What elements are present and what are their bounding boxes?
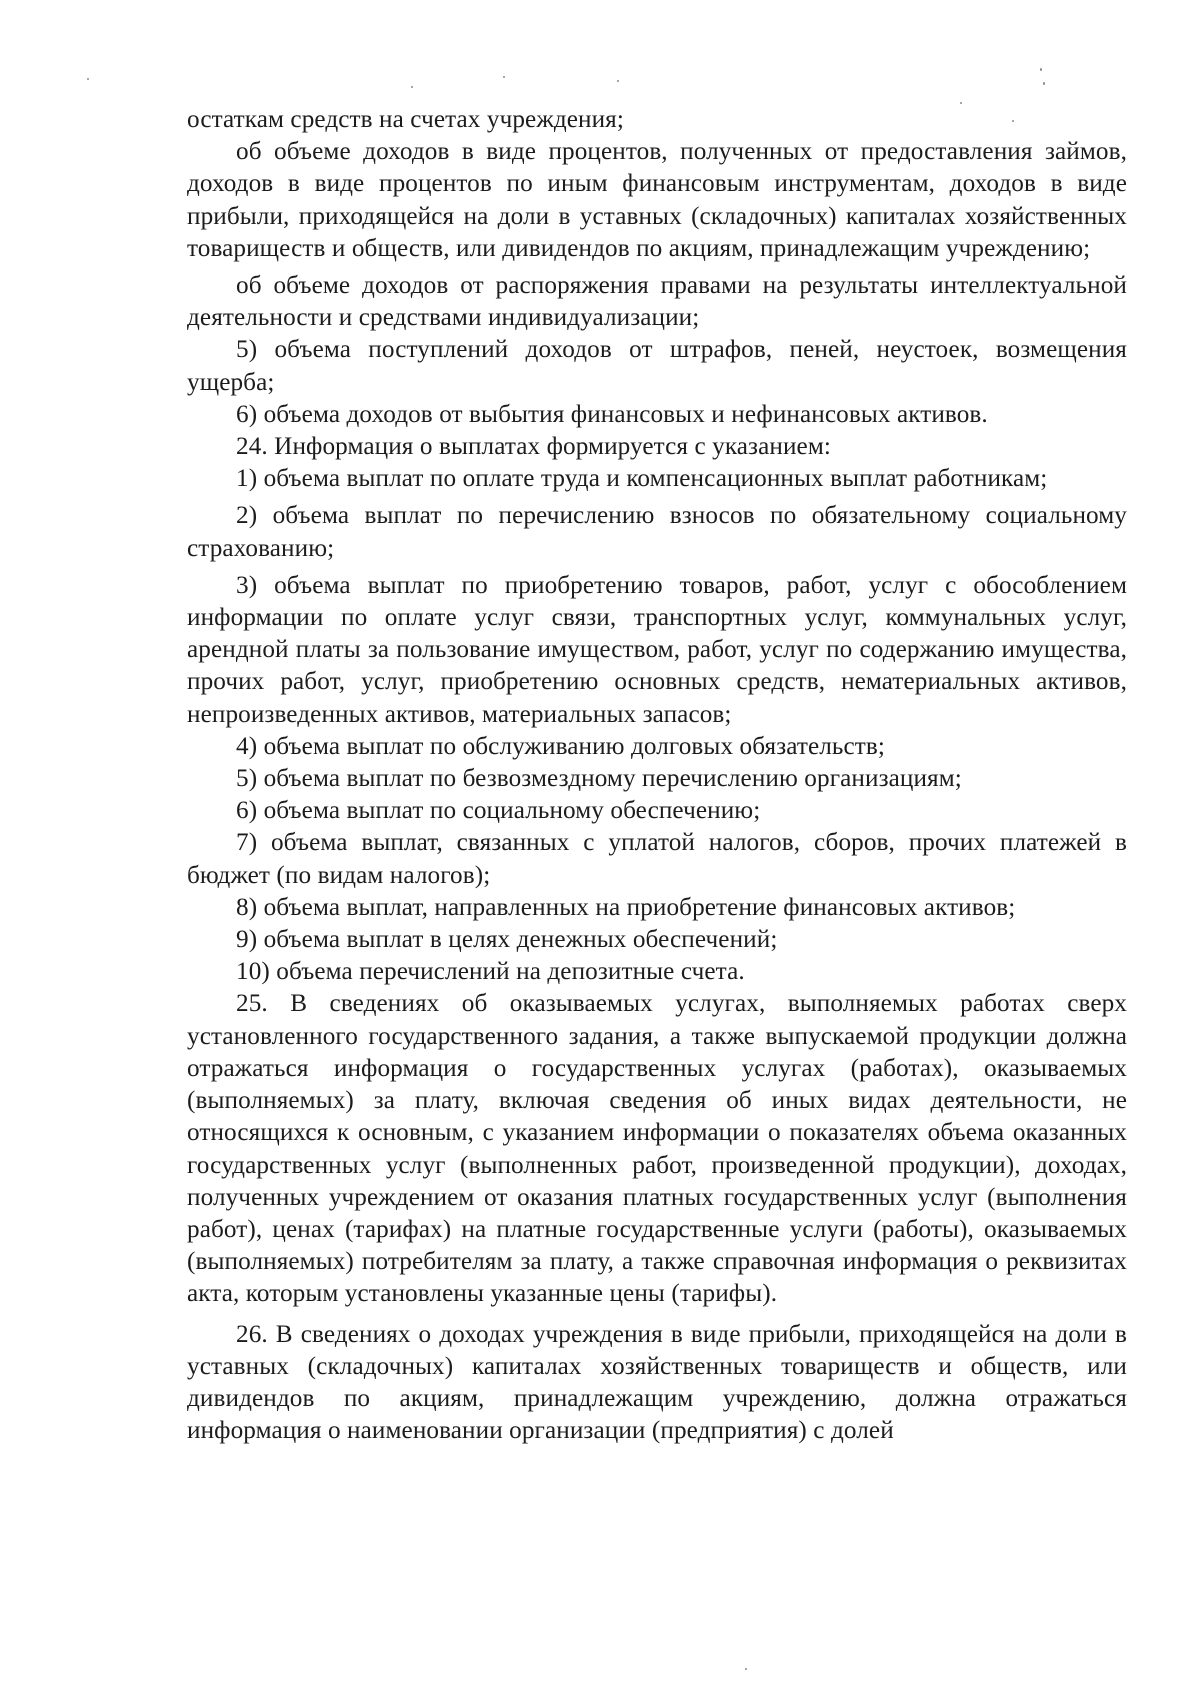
paragraph-1: об объеме доходов в виде процентов, полученных от предоставления займов, доходов в виде процентов по иным финансовым инструментам, доходов в виде прибыли, приходящейся на доли в уставных (складочных) капиталах хозяйственных товариществ и обществ, или дивидендов по акциям, принадлежащим учреждению; xyxy=(187,138,1127,262)
scan-speck xyxy=(503,76,505,78)
document-body xyxy=(187,104,1127,1447)
paragraph-12: 7) объема выплат, связанных с уплатой налогов, сборов, прочих платежей в бюджет (по видам налогов); xyxy=(187,829,1127,889)
paragraph-8: 3) объема выплат по приобретению товаров, работ, услуг с обособлением информации по оплате услуг связи, транспортных услуг, коммунальных услуг, арендной платы за пользование имуществом, работ, услуг по содержанию имущества, прочих работ, услуг, приобретению основных средств, нематериальных активов, непроизведенных активов, материальных запасов; xyxy=(187,571,1127,728)
paragraph-3: 5) объема поступлений доходов от штрафов, пеней, неустоек, возмещения ущерба; xyxy=(187,336,1127,396)
paragraph-17: 26. В сведениях о доходах учреждения в виде прибыли, приходящейся на доли в уставных (складочных) капиталах хозяйственных товариществ и обществ, или дивидендов по акциям, принадлежащим учреждению, должна отражаться информация о наименовании организации (предприятия) с долей xyxy=(187,1320,1127,1445)
paragraph-7: 2) объема выплат по перечислению взносов по обязательному социальному страхованию; xyxy=(187,502,1127,562)
paragraph-4: 6) объема доходов от выбытия финансовых и нефинансовых активов. xyxy=(236,400,988,428)
scan-speck xyxy=(87,78,89,80)
paragraph-11: 6) объема выплат по социальному обеспечению; xyxy=(236,797,761,825)
scan-speck xyxy=(1040,68,1042,71)
paragraph-16: 25. В сведениях об оказываемых услугах, выполняемых работах сверх установленного государственного задания, а также выпускаемой продукции должна отражаться информация о государственных услугах (работах), оказываемых (выполняемых) за плату, включая сведения об иных видах деятельности, не относящихся к основным, с указанием информации о показателях объема оказанных государственных услуг (выполненных работ, произведенной продукции), доходах, полученных учреждением от оказания платных государственных услуг (выполнения работ), ценах (тарифах) на платные государственные услуги (работы), оказываемых (выполняемых) потребителям за плату, а также справочная информация о реквизитах акта, которым установлены указанные цены (тарифы). xyxy=(187,990,1127,1308)
paragraph-9: 4) объема выплат по обслуживанию долговых обязательств; xyxy=(236,732,885,760)
paragraph-5: 24. Информация о выплатах формируется с указанием: xyxy=(236,433,831,461)
paragraph-15: 10) объема перечислений на депозитные счета. xyxy=(236,958,745,986)
scan-speck xyxy=(617,80,619,82)
paragraph-13: 8) объема выплат, направленных на приобретение финансовых активов; xyxy=(236,893,1016,921)
scan-speck xyxy=(1043,82,1045,85)
paragraph-6: 1) объема выплат по оплате труда и компенсационных выплат работникам; xyxy=(236,465,1048,493)
paragraph-2: об объеме доходов от распоряжения правами на результаты интеллектуальной деятельности и средствами индивидуализации; xyxy=(187,272,1127,332)
paragraph-14: 9) объема выплат в целях денежных обеспечений; xyxy=(236,926,778,954)
scan-speck xyxy=(745,1668,747,1670)
scan-speck xyxy=(411,86,413,88)
paragraph-10: 5) объема выплат по безвозмездному перечислению организациям; xyxy=(236,765,962,793)
paragraph-0: остаткам средств на счетах учреждения; xyxy=(187,106,624,133)
